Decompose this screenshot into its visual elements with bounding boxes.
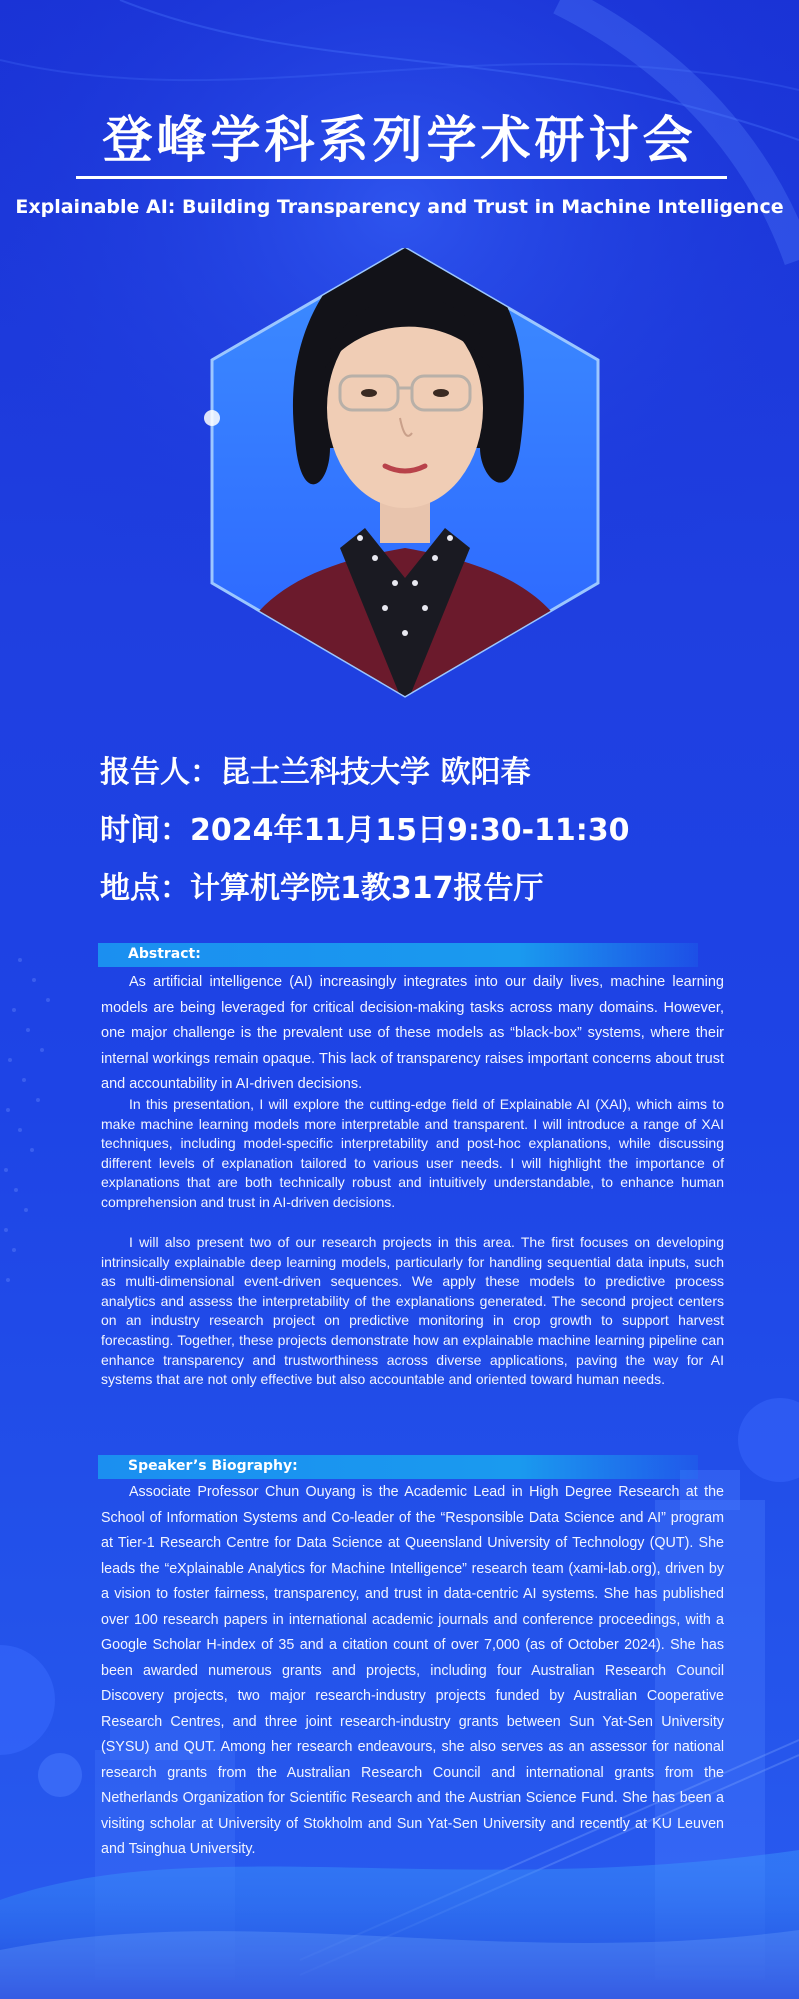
speaker-photo — [200, 248, 610, 708]
biography-heading-bar — [98, 1455, 698, 1479]
page-subtitle: Explainable AI: Building Transparency and Trust in Machine Intelligence — [15, 196, 784, 218]
biography-heading: Speaker’s Biography: — [128, 1458, 298, 1474]
abstract-paragraph-2: In this presentation, I will explore the cutting-edge field of Explainable AI (XAI), which aims to make machine learning models more interpretable and transparent. I will introduce a range of XAI techniques, including model-specific interpretability and post-hoc explanations, while discussing different levels of explanation tailored to various user needs. I will highlight the importance of explanations that are both technically robust and intuitively understandable, to enhance human comprehension and trust in AI-driven decisions. — [101, 1096, 724, 1210]
title-divider — [76, 176, 727, 179]
abstract-heading-bar — [98, 943, 698, 967]
abstract-paragraph-1: As artificial intelligence (AI) increasingly integrates into our daily lives, machine learning models are being leveraged for critical decision-making tasks across many domains. However, one major challenge is the prevalent use of these models as “black-box” systems, where their internal workings remain opaque. This lack of transparency raises important concerns about trust and accountability in AI-driven decisions. — [101, 974, 724, 1092]
page-title: 登峰学科系列学术研讨会 — [102, 111, 697, 169]
abstract-heading: Abstract: — [128, 946, 201, 962]
abstract-paragraph-3: I will also present two of our research projects in this area. The first focuses on developing intrinsically explainable deep learning models, particularly for handling sequential data inputs, such as multi-dimensional event-driven sequences. We apply these models to predictive process analytics and assess the interpretability of the explanations generated. The second project centers on an industry research project on predictive monitoring in crop growth to support harvest forecasting. Together, these projects demonstrate how an explainable machine learning pipeline can enhance transparency and trustworthiness across diverse applications, paving the way for AI systems that are not only effective but also accountable and oriented toward human needs. — [101, 1234, 724, 1388]
biography-paragraph: Associate Professor Chun Ouyang is the Academic Lead in High Degree Research at the School of Information Systems and Co-leader of the “Responsible Data Science and AI” program at Tier-1 Research Centre for Data Science at Queensland University of Technology (QUT). She leads the “eXplainable Analytics for Machine Intelligence” research team (xami-lab.org), driven by a vision to foster fairness, transparency, and trust in data-centric AI systems. She has published over 100 research papers in international academic journals and conference proceedings, with a Google Scholar H-index of 35 and a citation count of over 7,000 (as of October 2024). She has been awarded numerous grants and projects, including four Australian Research Council Discovery projects, two major research-industry projects funded by Australian Cooperative Research Centres, and three joint research-industry grants between Sun Yat-Sen University (SYSU) and QUT. Among her research endeavours, she also serves as an assessor for national research grants from the Australian Research Council and international grants from the Netherlands Organization for Scientific Research and the Austrian Science Fund. She has been a visiting scholar at University of Stokholm and Sun Yat-Sen University and recently at KU Leuven and Tsinghua University. — [101, 1484, 724, 1857]
speaker-info: 报告人：昆士兰科技大学 欧阳春 — [100, 755, 531, 790]
time-info: 时间：2024年11月15日9:30-11:30 — [100, 813, 630, 848]
location-info: 地点：计算机学院1教317报告厅 — [100, 871, 544, 906]
